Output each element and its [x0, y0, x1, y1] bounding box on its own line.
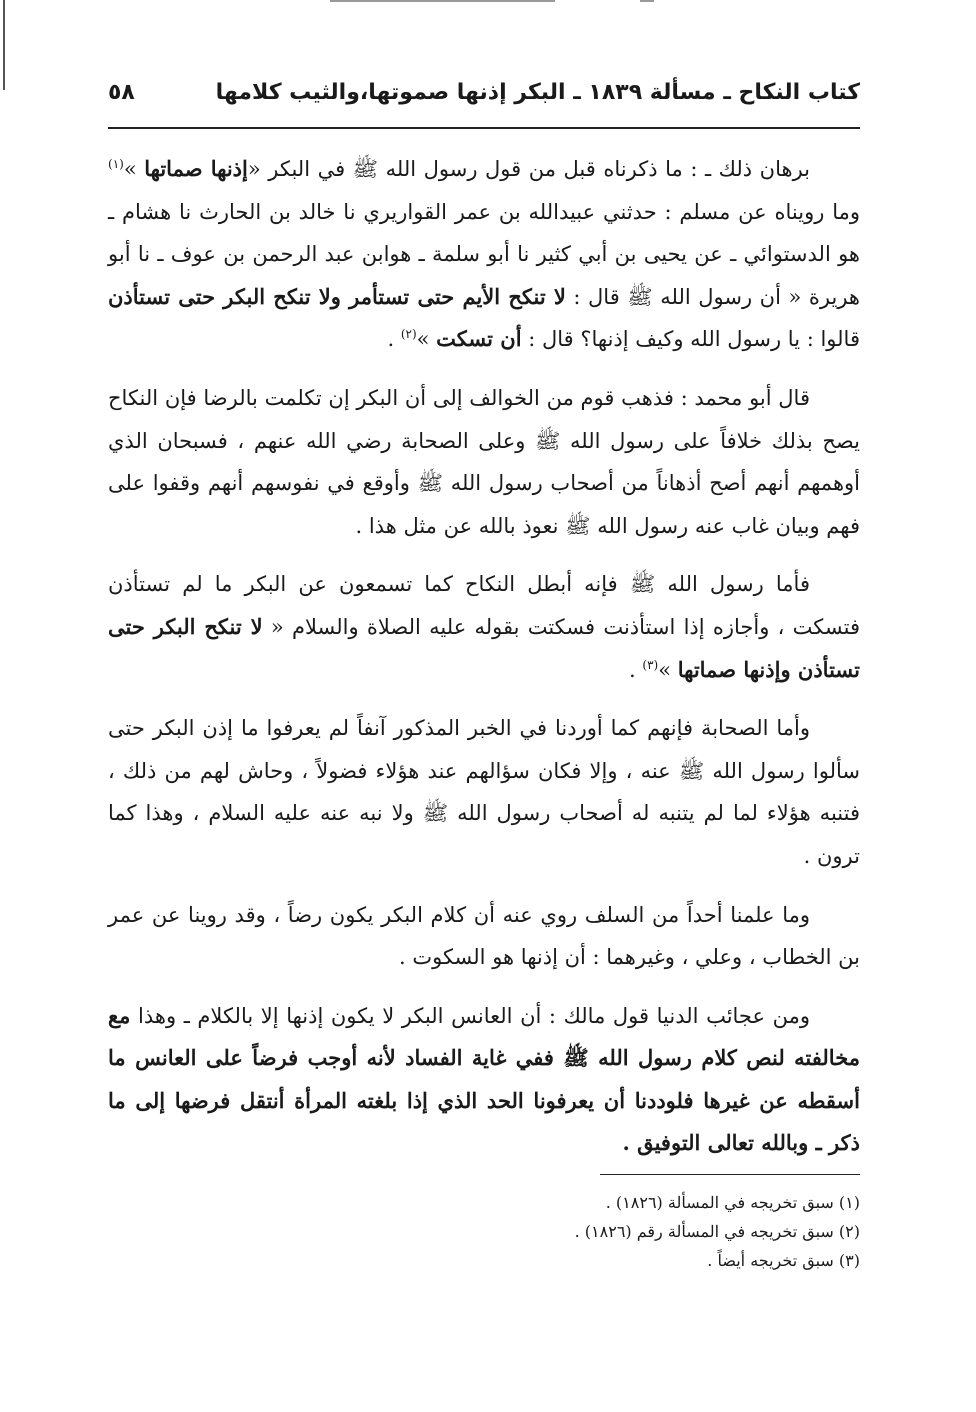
scan-edge-line — [330, 0, 555, 2]
text-run: » — [123, 157, 145, 181]
footnote: (١) سبق تخريجه في المسألة (١٨٢٦) . — [605, 1193, 860, 1212]
footnote-ref: (١) — [108, 157, 124, 171]
scan-edge-mark — [640, 0, 654, 2]
footnote-ref: (٣) — [642, 657, 659, 672]
text-run: وأما الصحابة فإنهم كما أوردنا في الخبر المذكور آنفاً لم يعرفوا ما إذن البكر حتى سألوا رسول الله ﷺ عنه ، وإلا فكان سؤالهم عند هؤلاء فضولاً ، وحاش لهم من ذلك ، فتنبه هؤلاء لما لم يتنبه له أصحاب رسول الله ﷺ ولا نبه عنه عليه السلام ، وهذا كما ترون . — [108, 716, 860, 868]
bold-text: لا تنكح الأيم حتى تستأمر ولا تنكح البكر حتى تستأذن — [108, 283, 566, 309]
bold-text: إذنها صماتها — [144, 156, 248, 181]
text-run: . — [387, 327, 401, 352]
text-run: وما علمنا أحداً من السلف روي عنه أن كلام البكر يكون رضاً ، وقد روينا عن عمر بن الخطاب ، وعلي ، وغيرهما : أن إذنها هو السكوت . — [108, 902, 860, 970]
footnote: (٣) سبق تخريجه أيضاً . — [707, 1251, 860, 1270]
paragraph — [108, 707, 860, 877]
footnote-ref: (٢) — [400, 327, 417, 342]
footnote-rule — [600, 1174, 860, 1175]
text-run: قالوا : يا رسول الله وكيف إذنها؟ قال : — [521, 327, 860, 352]
page-number: ٥٨ — [108, 80, 135, 105]
text-run: وما رويناه عن مسلم : حدثني عبيدالله بن عمر القواريري نا خالد بن الحارث نا هشام ـ هو الدستوائي ـ عن يحيى بن أبي كثير نا أبو سلمة ـ هوابن عبد الرحمن بن عوف ـ نا أبو هريرة « أن رسول الله ﷺ قال : — [108, 199, 860, 309]
footnote: (٢) سبق تخريجه في المسألة رقم (١٨٢٦) . — [574, 1222, 860, 1241]
text-run: برهان ذلك ـ : ما ذكرناه قبل من قول رسول الله ﷺ في البكر « — [247, 157, 811, 181]
text-run: » — [658, 657, 678, 682]
paragraph — [108, 148, 860, 361]
text-run: قال أبو محمد : فذهب قوم من الخوالف إلى أن البكر إن تكلمت بالرضا فإن النكاح يصح بذلك خلافاً على رسول الله ﷺ وعلى الصحابة رضي الله عنهم ، فسبحان الذي أوهمهم أنهم أصح أذهاناً من أصحاب رسول الله ﷺ وأوقع في نفوسهم أنهم وقفوا على فهم وبيان غاب عنه رسول الله ﷺ نعوذ بالله عن مثل هذا . — [108, 385, 860, 538]
text-run: فأما رسول الله ﷺ فإنه أبطل النكاح كما تسمعون عن البكر ما لم تستأذن فتسكت ، وأجازه إذا استأذنت فسكتت بقوله عليه الصلاة والسلام « — [108, 572, 860, 639]
bold-text: لا تنكح البكر حتى تستأذن وإذنها صماتها — [108, 613, 860, 682]
bold-text: مع مخالفته لنص كلام رسول الله ﷺ ففي غاية الفساد لأنه أوجب فرضاً على العانس ما أسقطه عن غيرها فلوددنا أن يعرفونا الحد الذي إذا بلغته المرأة أنتقل فرضها إلى ما ذكر ـ وبالله تعالى التوفيق . — [108, 1002, 860, 1156]
bold-text: أن تسكت — [436, 326, 522, 352]
paragraph — [108, 563, 860, 691]
page-header — [108, 76, 860, 118]
paragraph — [108, 894, 860, 979]
text-run: ومن عجائب الدنيا قول مالك : أن العانس البكر لا يكون إذنها إلا بالكلام ـ وهذا — [130, 1003, 810, 1028]
paragraph — [108, 995, 860, 1165]
text-run: . — [629, 657, 643, 682]
paragraph — [108, 377, 860, 547]
running-title: كتاب النكاح ـ مسألة ١٨٣٩ ـ البكر إذنها صموتها،والثيب كلامها — [215, 80, 860, 105]
scan-left-edge — [3, 0, 5, 90]
header-rule — [108, 127, 860, 129]
body-text — [108, 148, 860, 1181]
text-run: » — [416, 327, 437, 352]
footnotes — [108, 1188, 860, 1275]
